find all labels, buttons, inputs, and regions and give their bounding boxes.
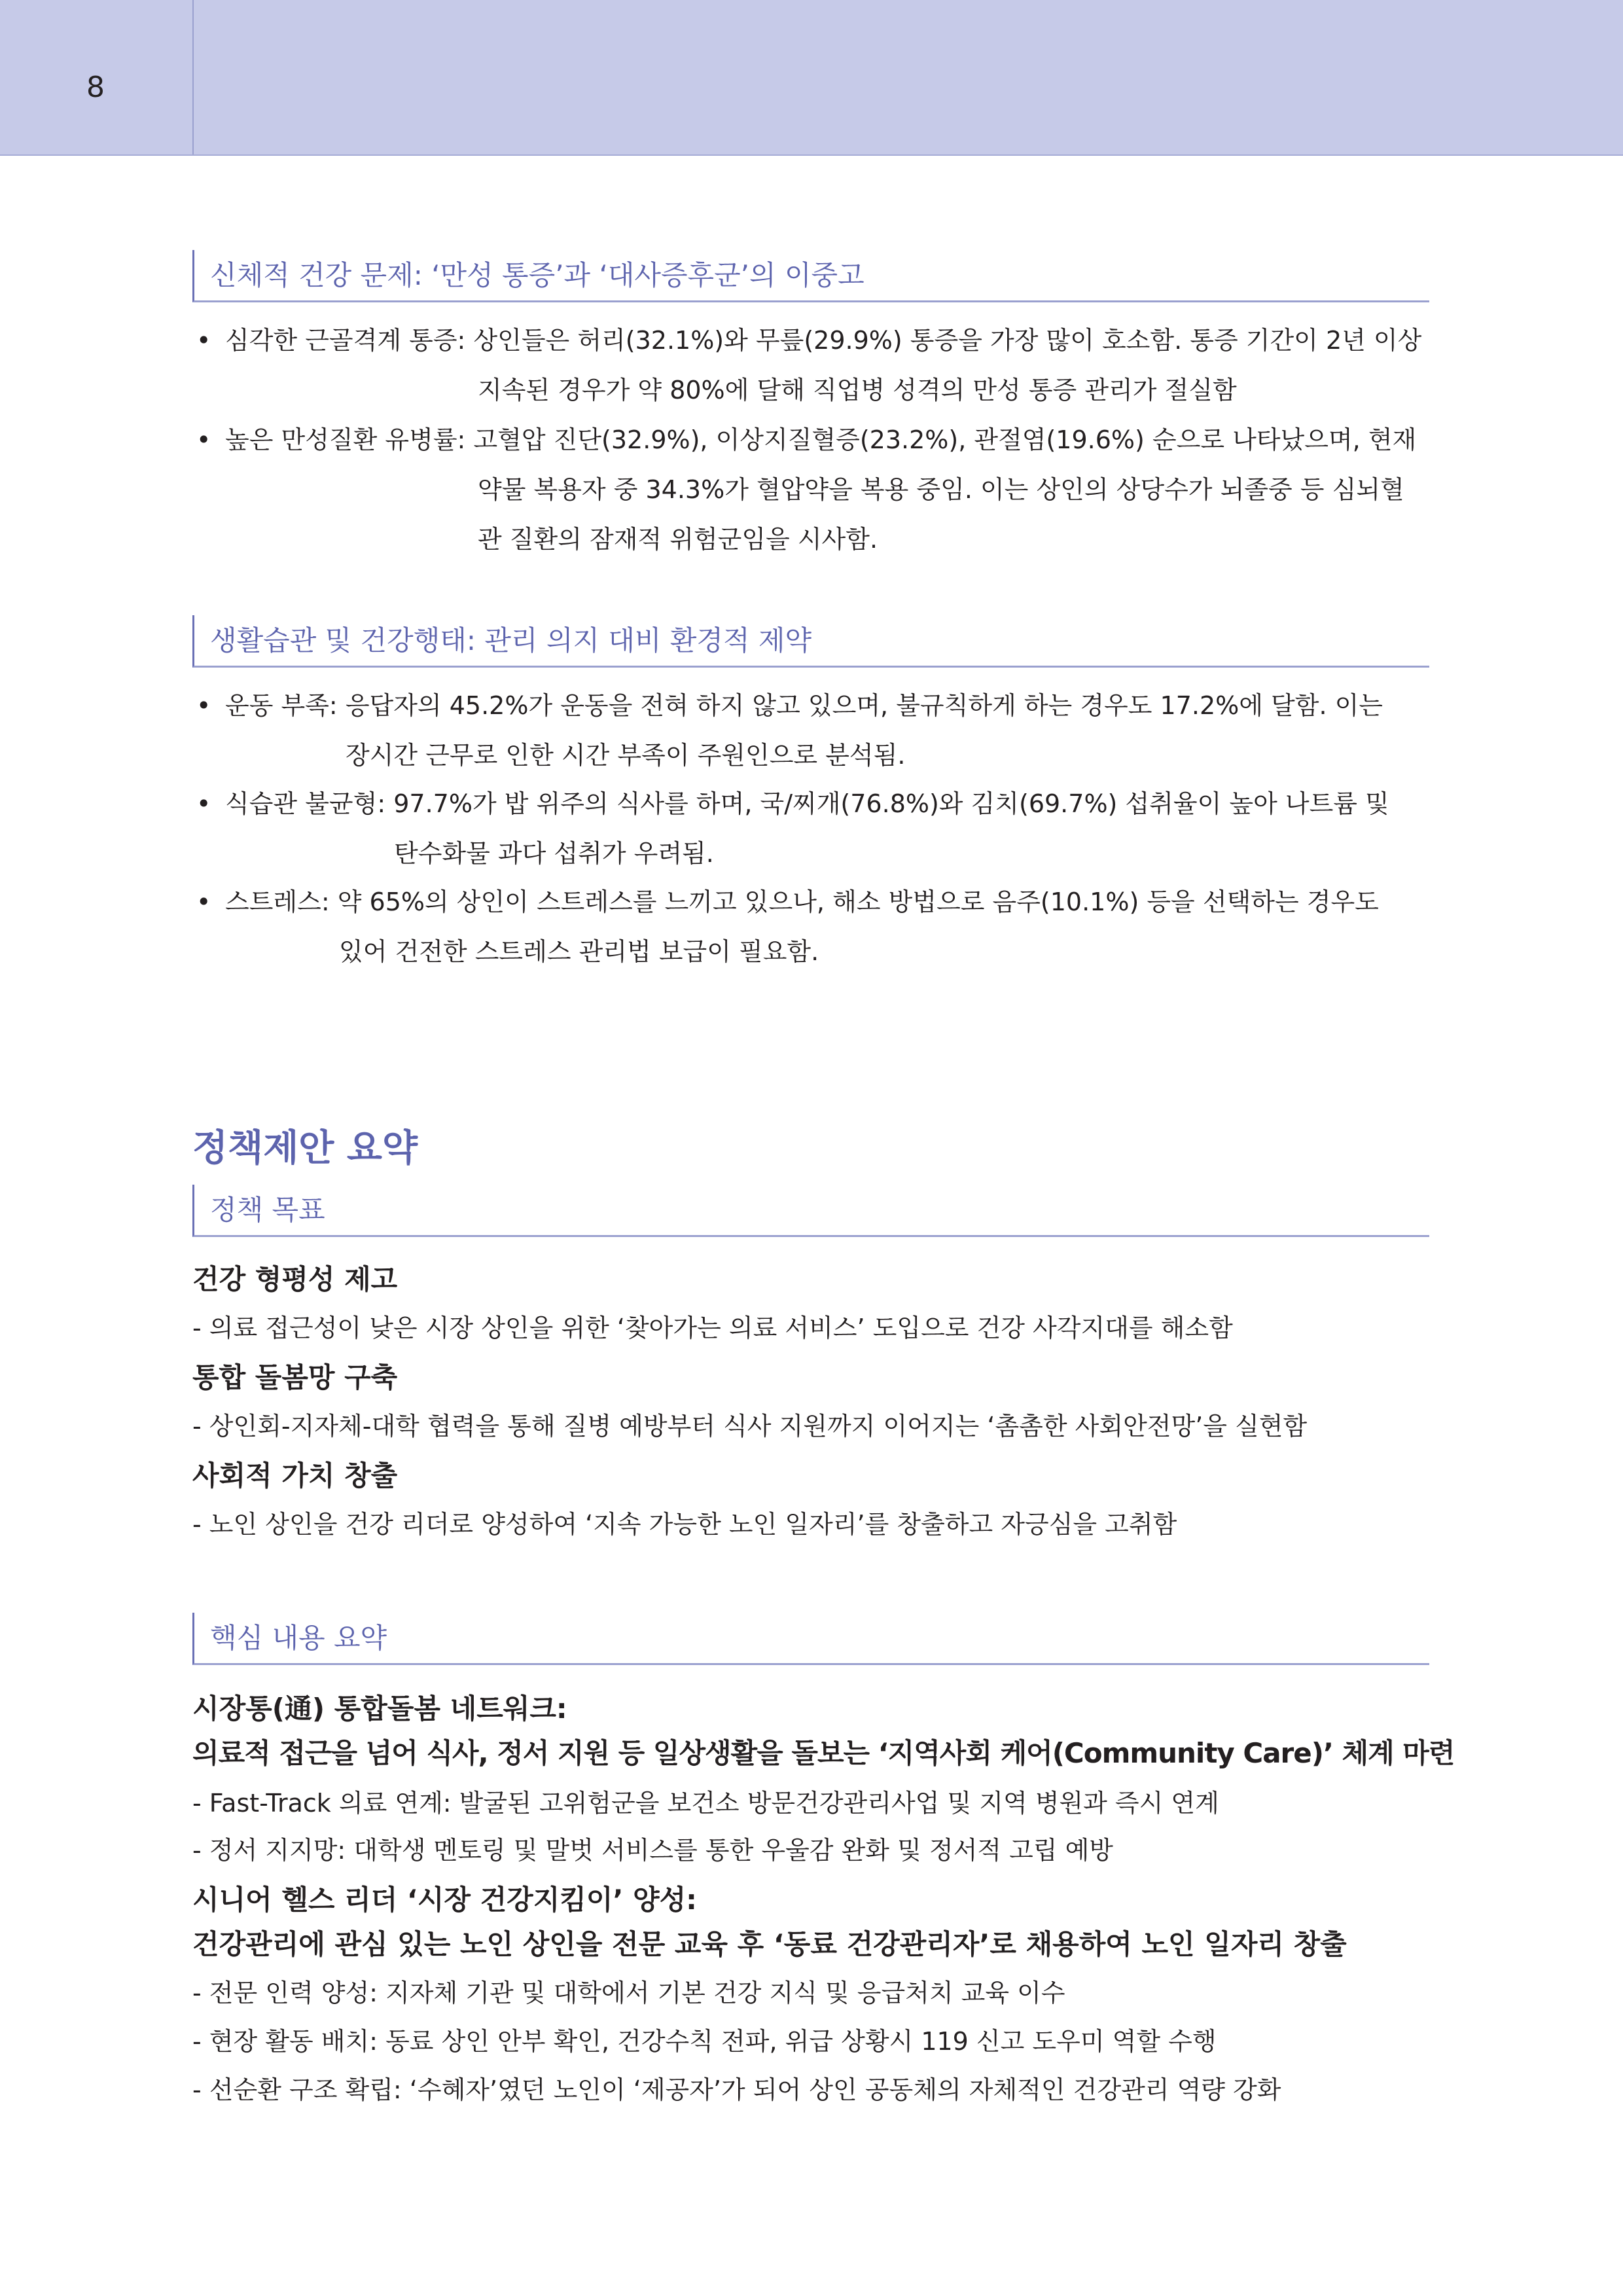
bullet-continuation: 장시간 근무로 인한 시간 부족이 주원인으로 분석됨. — [346, 741, 906, 770]
section-heading-lifestyle — [192, 615, 1429, 668]
bullet-lead: 스트레스: — [225, 888, 330, 916]
header-band — [0, 0, 1623, 156]
bullet-icon: • — [196, 789, 211, 818]
bullet-lead: 식습관 불균형: — [225, 789, 386, 818]
goal-title: 건강 형평성 제고 — [192, 1263, 398, 1295]
bullet-text: 고혈압 진단(32.9%), 이상지질혈증(23.2%), 관절염(19.6%) 순으로 나타났으며, 현재 — [473, 425, 1417, 454]
section-heading-label: 핵심 내용 요약 — [210, 1622, 387, 1654]
bullet-icon: • — [196, 326, 211, 355]
core-item: - 전문 인력 양성: 지자체 기관 및 대학에서 기본 건강 지식 및 응급처치 교육 이수 — [192, 1979, 1065, 2007]
core-title: 시장통(通) 통합돌봄 네트워크: — [192, 1693, 567, 1725]
bullet-icon: • — [196, 888, 211, 916]
bullet-continuation: 있어 건전한 스트레스 관리법 보급이 필요함. — [339, 937, 819, 966]
section-heading-policy-goals — [192, 1185, 1429, 1237]
bullet-icon: • — [196, 691, 211, 720]
page-number: 8 — [86, 71, 105, 104]
bullet-text: 약 65%의 상인이 스트레스를 느끼고 있으나, 해소 방법으로 음주(10.1%) 등을 선택하는 경우도 — [337, 888, 1379, 916]
goal-title: 통합 돌봄망 구축 — [192, 1361, 398, 1393]
section-heading-label: 생활습관 및 건강행태: 관리 의지 대비 환경적 제약 — [210, 624, 812, 656]
goal-desc: - 의료 접근성이 낮은 시장 상인을 위한 ‘찾아가는 의료 서비스’ 도입으로 건강 사각지대를 해소함 — [192, 1314, 1233, 1342]
bullet-lead: 운동 부족: — [225, 691, 338, 720]
core-item: - Fast-Track 의료 연계: 발굴된 고위험군을 보건소 방문건강관리사업 및 지역 병원과 즉시 연계 — [192, 1789, 1219, 1818]
section-heading-label: 정책 목표 — [210, 1194, 325, 1226]
bullet-text: 97.7%가 밥 위주의 식사를 하며, 국/찌개(76.8%)와 김치(69.7%) 섭취율이 높아 나트륨 및 — [393, 789, 1389, 818]
section-title-policy: 정책제안 요약 — [192, 1127, 418, 1170]
goal-desc: - 상인회-지자체-대학 협력을 통해 질병 예방부터 식사 지원까지 이어지는 ‘촘촘한 사회안전망’을 실현함 — [192, 1412, 1308, 1441]
header-divider — [192, 0, 194, 154]
goal-desc: - 노인 상인을 건강 리더로 양성하여 ‘지속 가능한 노인 일자리’를 창출하고 자긍심을 고취함 — [192, 1510, 1177, 1539]
core-subtitle: 의료적 접근을 넘어 식사, 정서 지원 등 일상생활을 돌보는 ‘지역사회 케어(Community Care)’ 체계 마련 — [192, 1737, 1455, 1769]
bullet-continuation: 지속된 경우가 약 80%에 달해 직업병 성격의 만성 통증 관리가 절실함 — [478, 376, 1237, 404]
core-subtitle: 건강관리에 관심 있는 노인 상인을 전문 교육 후 ‘동료 건강관리자’로 채용하여 노인 일자리 창출 — [192, 1928, 1347, 1960]
core-item: - 선순환 구조 확립: ‘수혜자’였던 노인이 ‘제공자’가 되어 상인 공동체의 자체적인 건강관리 역량 강화 — [192, 2075, 1281, 2104]
core-title: 시니어 헬스 리더 ‘시장 건강지킴이’ 양성: — [192, 1884, 697, 1916]
core-item: - 현장 활동 배치: 동료 상인 안부 확인, 건강수칙 전파, 위급 상황시 119 신고 도우미 역할 수행 — [192, 2027, 1217, 2056]
core-item: - 정서 지지망: 대학생 멘토링 및 말벗 서비스를 통한 우울감 완화 및 정서적 고립 예방 — [192, 1836, 1113, 1865]
bullet-text: 상인들은 허리(32.1%)와 무릎(29.9%) 통증을 가장 많이 호소함. 통증 기간이 2년 이상 — [473, 326, 1422, 355]
section-heading-physical-health — [192, 250, 1429, 302]
goal-title: 사회적 가치 창출 — [192, 1460, 398, 1492]
bullet-lead: 심각한 근골격계 통증: — [225, 326, 466, 355]
section-heading-label: 신체적 건강 문제: ‘만성 통증’과 ‘대사증후군’의 이중고 — [210, 259, 865, 291]
bullet-text: 응답자의 45.2%가 운동을 전혀 하지 않고 있으며, 불규칙하게 하는 경우도 17.2%에 달함. 이는 — [345, 691, 1383, 720]
bullet-lead: 높은 만성질환 유병률: — [225, 425, 466, 454]
bullet-continuation: 약물 복용자 중 34.3%가 혈압약을 복용 중임. 이는 상인의 상당수가 뇌졸중 등 심뇌혈 — [478, 475, 1404, 504]
bullet-continuation: 탄수화물 과다 섭취가 우려됨. — [394, 839, 714, 868]
section-heading-core-summary — [192, 1613, 1429, 1665]
bullet-continuation: 관 질환의 잠재적 위험군임을 시사함. — [478, 525, 878, 554]
bullet-icon: • — [196, 425, 211, 454]
